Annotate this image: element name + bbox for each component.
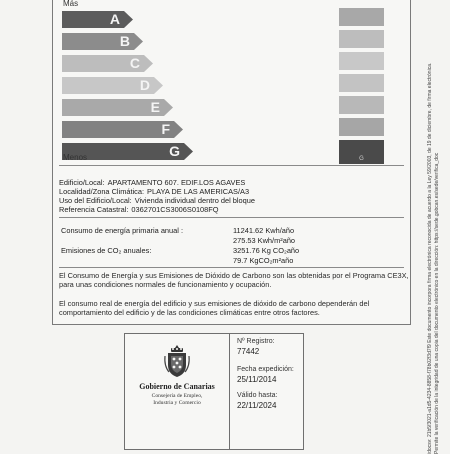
valido-value: 22/11/2024	[237, 401, 277, 410]
registry-box	[124, 333, 304, 450]
rating-bar-letter: B	[119, 33, 130, 49]
expedicion-value: 25/11/2014	[237, 375, 277, 384]
rating-bar-b	[62, 33, 143, 50]
scale-top-label: Más	[63, 0, 79, 8]
selected-grade-letter: G	[359, 156, 364, 162]
rating-bar-letter: F	[161, 121, 170, 137]
rating-bar-shape	[62, 11, 133, 28]
rating-bar-letter: E	[150, 99, 160, 115]
rating-bar-a	[62, 11, 133, 28]
coat-of-arms-icon	[163, 344, 191, 380]
rating-bar-c	[62, 55, 153, 72]
consumo-label: Consumo de energía primaria anual :	[61, 226, 184, 235]
referencia-label: Referencia Catastral:	[59, 205, 129, 214]
note-real-consumption: El consumo real de energía del edificio y sus emisiones de dióxido de carbono dependerán del comportamiento del edificio y de las condiciones climáticas entre otros factores.	[59, 299, 370, 318]
rating-bar-letter: G	[169, 143, 180, 159]
rating-bar-letter: C	[129, 55, 140, 71]
expedicion-label: Fecha expedición:	[237, 366, 294, 373]
building-uso	[59, 196, 255, 205]
emisiones-value-1: 3251.76 Kg CO₂año	[233, 246, 300, 255]
rating-bar-letter: D	[139, 77, 150, 93]
rating-bar-f	[62, 121, 183, 138]
registry-divider	[229, 334, 230, 449]
uso-label: Uso del Edificio/Local:	[59, 196, 132, 205]
building-localidad	[59, 187, 249, 196]
rating-box-c	[339, 52, 384, 70]
rating-box-f	[339, 118, 384, 136]
gov-subtitle-1: Consejería de Empleo,	[151, 393, 203, 399]
registro-value: 77442	[237, 347, 260, 356]
registro-label: Nº Registro:	[237, 338, 275, 345]
emisiones-label: Emisiones de CO₂ anuales:	[61, 246, 152, 255]
consumo-value-2: 275.53 Kwh/m²año	[233, 236, 296, 245]
verification-side-note	[427, 0, 441, 454]
rating-box-g	[339, 140, 384, 164]
side-note-line-1: idocsv: 21b5f3021-a1d5-4234-8858-f78b02f3d7f9 Este documento incorpora firma electrónica reconocida de acuerdo a la Ley 59/2003, de 19 de diciembre, de firma electrónica.	[427, 62, 433, 454]
note-ce3x: El Consumo de Energía y sus Emisiones de Dióxido de Carbono son las obtenidas por el Programa CE3X, para unas condiciones normales de funcionamiento y ocupación.	[59, 271, 409, 290]
rating-box-b	[339, 30, 384, 48]
rating-bar-d	[62, 77, 163, 94]
divider	[59, 217, 404, 218]
valido-label: Válido hasta:	[237, 392, 278, 399]
rating-bar-e	[62, 99, 173, 116]
rating-box-a	[339, 8, 384, 26]
side-note-line-2: Permite la verificación de la integridad de una copia del documento electrónico en la dirección: https://sede.gobcan.es/sede/verifica_doc	[434, 152, 440, 454]
referencia-value: 0362701CS3006S0108FQ	[131, 205, 219, 214]
scale-bottom-label: Menos	[63, 153, 88, 162]
divider	[59, 165, 404, 166]
uso-value: Vivienda individual dentro del bloque	[134, 196, 255, 205]
localidad-value: PLAYA DE LAS AMERICAS/A3	[147, 187, 250, 196]
gov-title: Gobierno de Canarias	[139, 382, 215, 391]
emisiones-value-2: 79.7 KgCO₂m²año	[233, 256, 294, 265]
divider	[59, 267, 404, 268]
rating-box-e	[339, 96, 384, 114]
building-edificio	[59, 178, 245, 187]
rating-bar-letter: A	[109, 11, 120, 27]
rating-bar-shape	[62, 33, 143, 50]
energy-certificate-label	[52, 0, 411, 325]
localidad-label: Localidad/Zona Climática:	[59, 187, 145, 196]
gov-subtitle-2: Industria y Comercio	[153, 400, 201, 406]
consumo-value-1: 11241.62 Kwh/año	[233, 226, 295, 235]
rating-box-d	[339, 74, 384, 92]
edificio-value: APARTAMENTO 607. EDIF.LOS AGAVES	[107, 178, 246, 187]
edificio-label: Edificio/Local:	[59, 178, 105, 187]
building-referencia	[59, 205, 219, 214]
